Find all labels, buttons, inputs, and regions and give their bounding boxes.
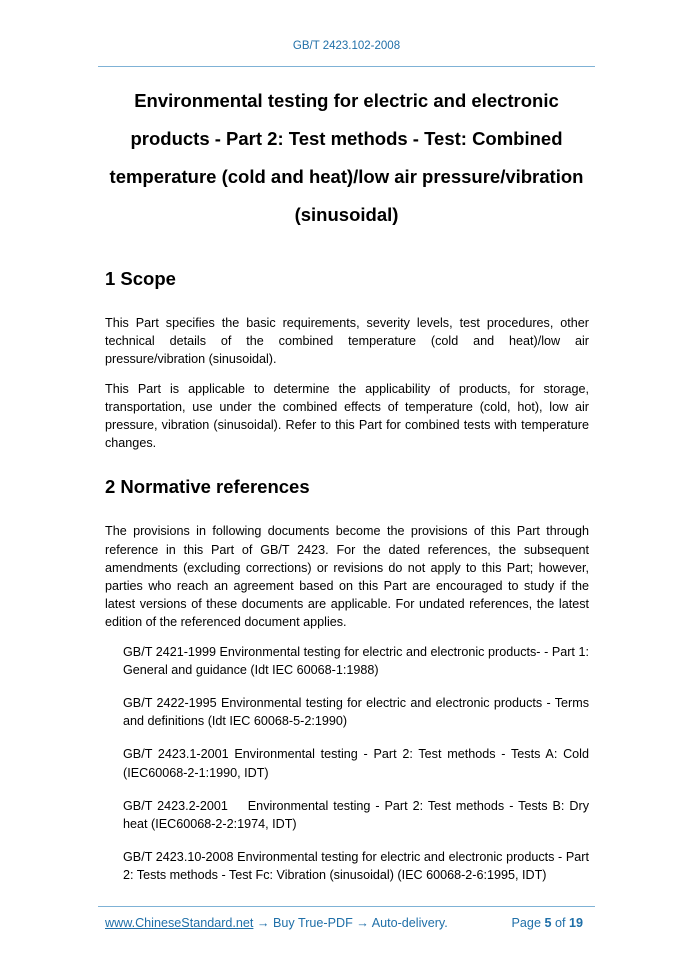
promo-text: → Buy True-PDF → Auto-delivery. bbox=[253, 916, 448, 930]
reference-list bbox=[105, 643, 593, 885]
page-total: 19 bbox=[568, 916, 583, 930]
title-line: products - Part 2: Test methods - Test: Combined bbox=[130, 128, 563, 149]
scope-paragraph: This Part is applicable to determine the applicability of products, for storage, transportation, use under the combined effects of temperature (cold, hot), low air pressure, vibration (sinusoidal). Refer to this Part for combined tests with temperature changes. bbox=[105, 381, 589, 451]
reference-item: GB/T 2423.10-2008 Environmental testing for electric and electronic products - Part 2: Tests methods - Test Fc: Vibration (sinusoidal) (IEC 60068-2-6:1995, IDT) bbox=[123, 850, 589, 883]
section-heading-normative-references: 2 Normative references bbox=[105, 476, 310, 498]
page-of-label: of bbox=[554, 916, 566, 930]
title-line: Environmental testing for electric and electronic bbox=[134, 90, 559, 111]
document-body bbox=[105, 266, 593, 900]
page-current: 5 bbox=[544, 916, 552, 930]
page-label: Page bbox=[511, 916, 541, 930]
normative-intro-paragraph: The provisions in following documents become the provisions of this Part through reference in this Part of GB/T 2423. For the dated references, the subsequent amendments (excluding corrections) or revisions do not apply to this Part; however, parties who reach an agreement based on this Part are encouraged to study if the latest versions of these documents are applicable. For undated references, the latest edition of the referenced document applies. bbox=[105, 524, 589, 630]
reference-item: GB/T 2423.1-2001 Environmental testing - Part 2: Test methods - Tests A: Cold (IEC60068-2-1:1990, IDT) bbox=[123, 747, 589, 780]
reference-item: GB/T 2422-1995 Environmental testing for electric and electronic products - Terms and definitions (Idt IEC 60068-5-2:1990) bbox=[123, 696, 589, 729]
website-link[interactable]: www.ChineseStandard.net bbox=[105, 916, 254, 930]
page-header bbox=[98, 40, 595, 52]
title-line: (sinusoidal) bbox=[294, 204, 399, 225]
standard-id: GB/T 2423.102-2008 bbox=[292, 40, 401, 52]
footer-divider bbox=[98, 906, 595, 907]
title-line: temperature (cold and heat)/low air pressure/vibration bbox=[109, 166, 584, 187]
reference-item: GB/T 2423.2-2001 Environmental testing - Part 2: Test methods - Tests B: Dry heat (IEC60068-2-2:1974, IDT) bbox=[123, 798, 593, 832]
page-footer bbox=[105, 916, 589, 930]
document-title bbox=[98, 82, 595, 234]
reference-item: GB/T 2421-1999 Environmental testing for electric and electronic products- - Part 1: General and guidance (Idt IEC 60068-1:1988) bbox=[123, 644, 589, 677]
section-heading-scope: 1 Scope bbox=[105, 268, 176, 289]
header-divider bbox=[98, 66, 595, 67]
page-indicator bbox=[512, 916, 583, 930]
scope-paragraph: This Part specifies the basic requirements, severity levels, test procedures, other technical details of the combined temperature (cold and heat)/low air pressure/vibration (sinusoidal). bbox=[105, 316, 589, 367]
